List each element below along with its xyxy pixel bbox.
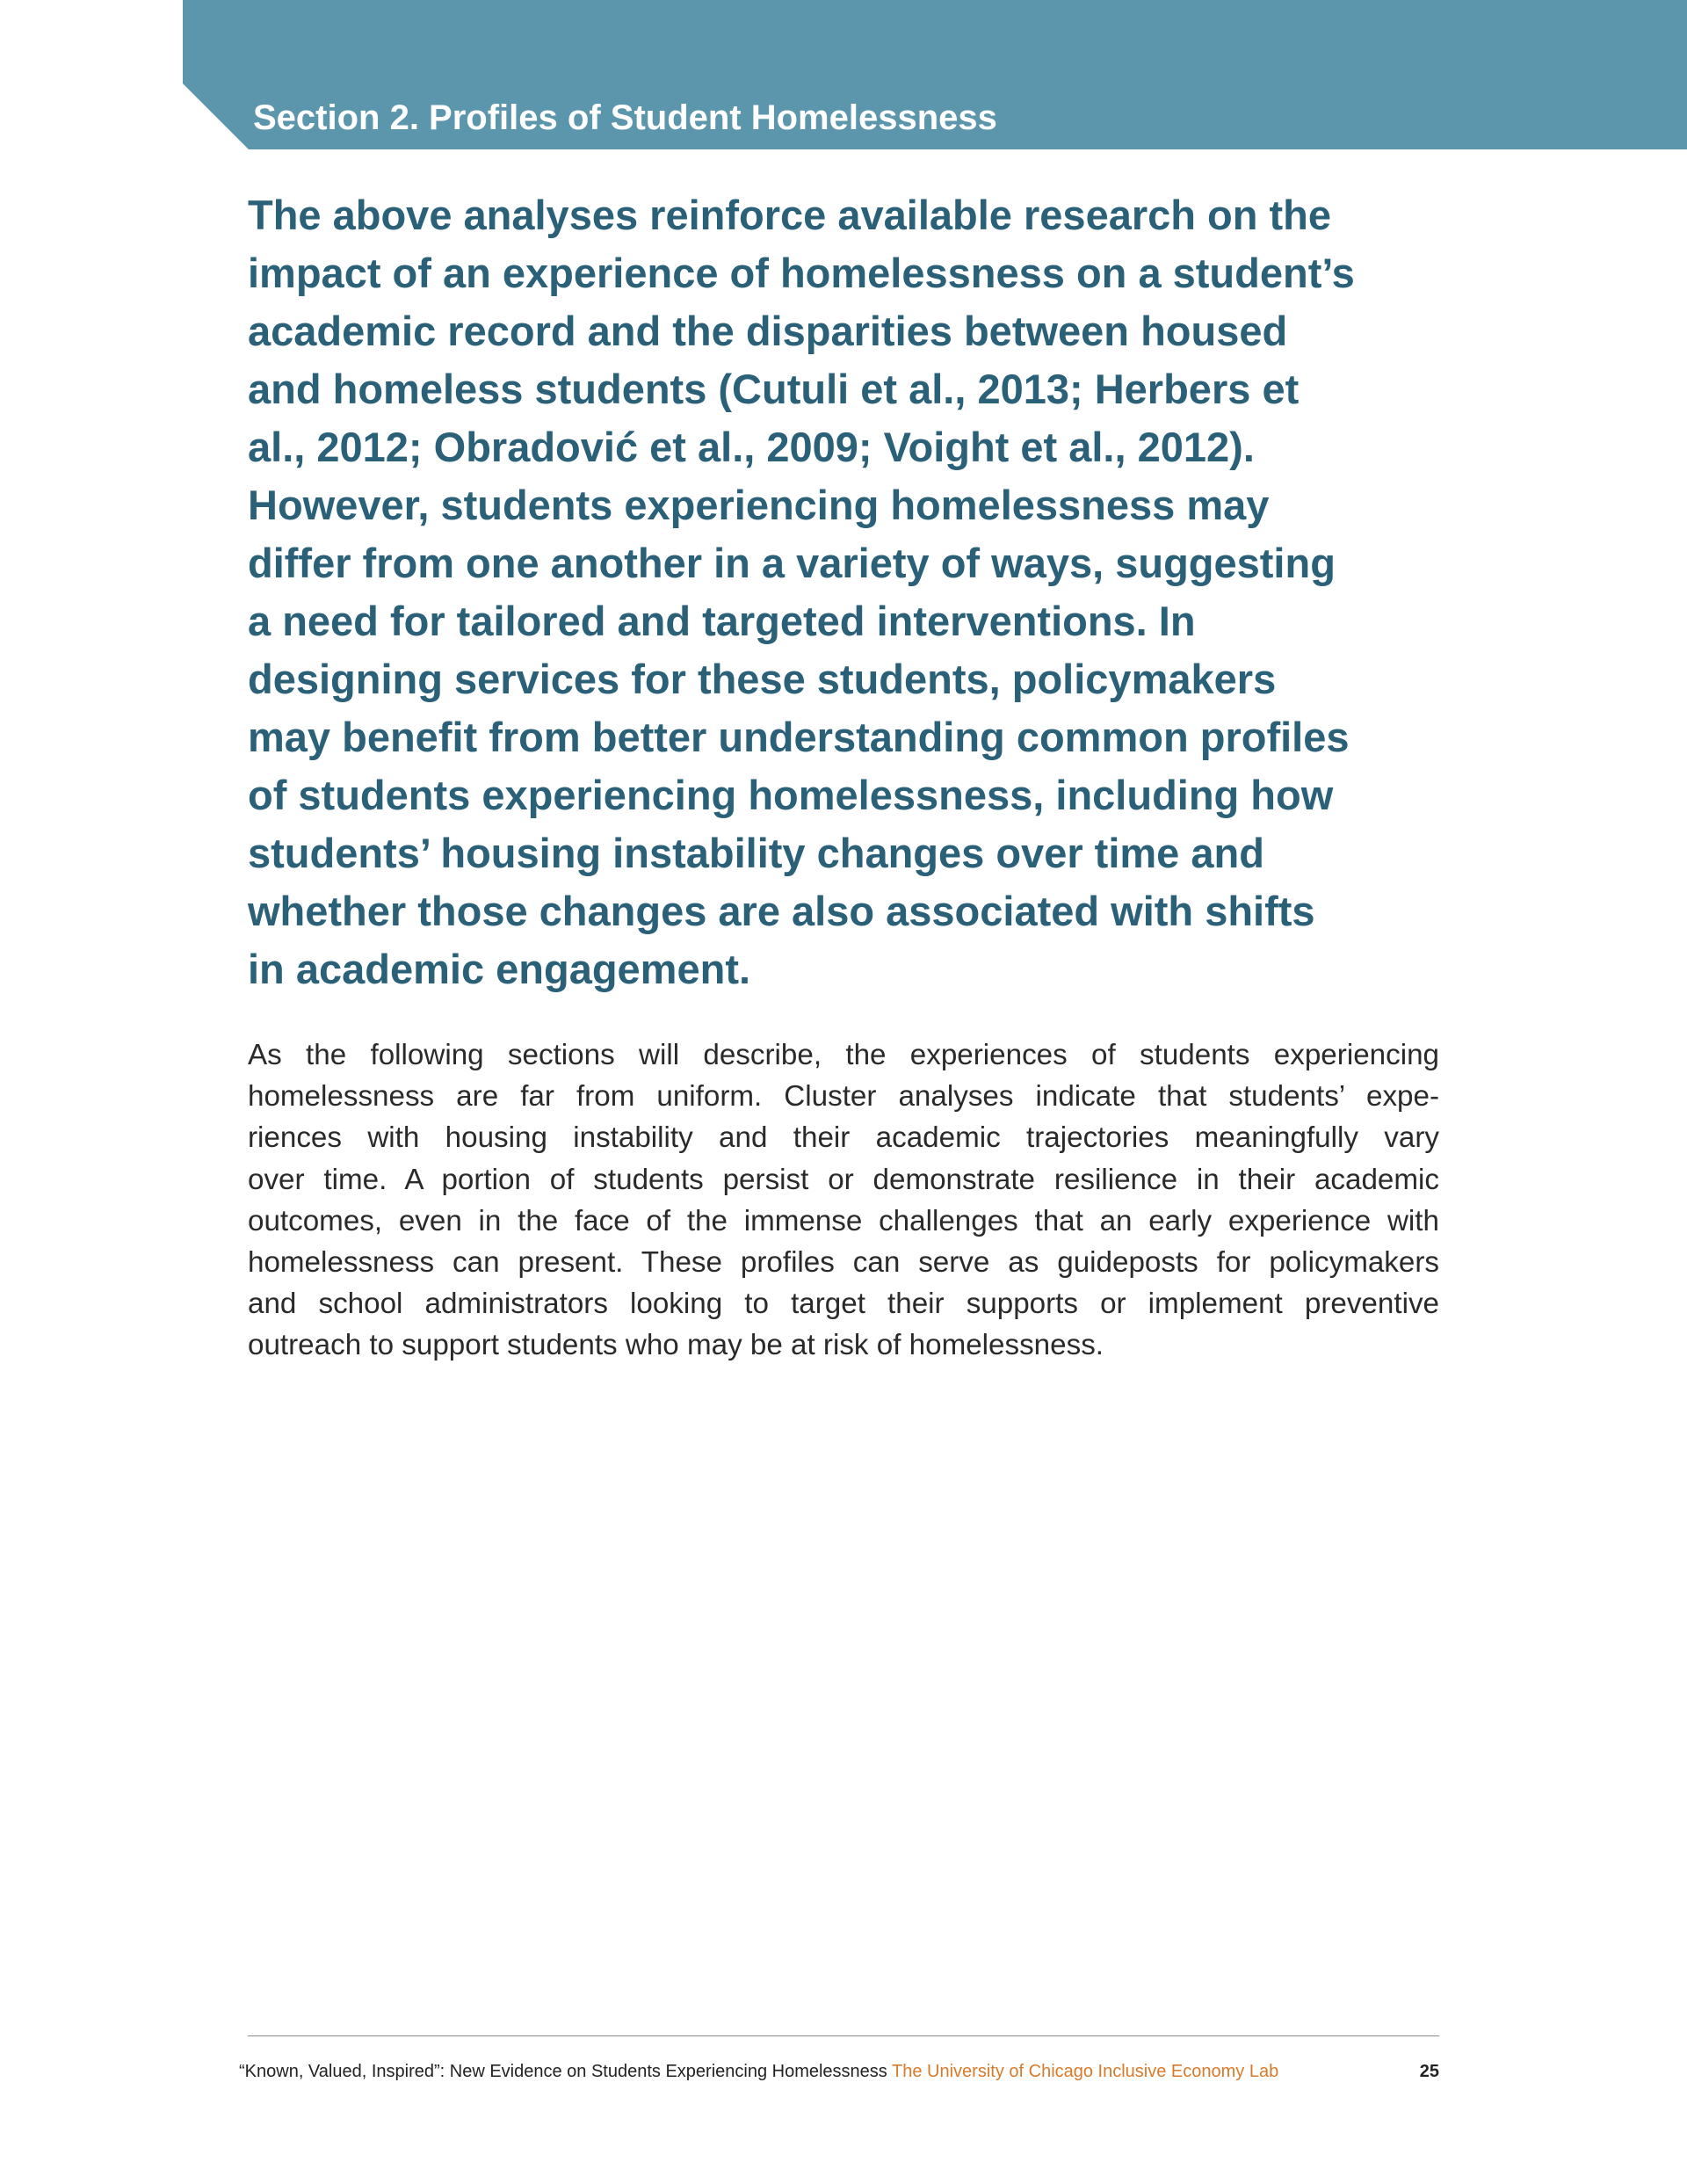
- body-line: riences with housing instability and their academic trajectories meaningfully vary: [248, 1121, 1439, 1155]
- body-line: homelessness can present. These profiles can serve as guideposts for policymakers: [248, 1246, 1439, 1280]
- body-line: over time. A portion of students persist or demonstrate resilience in their academic: [248, 1163, 1439, 1196]
- footer-report-title: “Known, Valued, Inspired”: New Evidence on Students Experiencing Homelessness: [239, 2062, 887, 2081]
- body-line: and school administrators looking to target their supports or implement preventive: [248, 1288, 1439, 1321]
- footer-divider: [248, 2035, 1439, 2036]
- lead-line: academic record and the disparities between housed: [248, 308, 1288, 354]
- body-paragraph: [248, 1034, 1439, 1367]
- lead-line: The above analyses reinforce available research on the: [248, 192, 1332, 238]
- page-footer: [239, 2059, 1439, 2084]
- lead-line: designing services for these students, policymakers: [248, 656, 1277, 702]
- lead-line: students’ housing instability changes over time and: [248, 830, 1264, 876]
- lead-line: al., 2012; Obradović et al., 2009; Voight et al., 2012).: [248, 424, 1255, 470]
- lead-line: in academic engagement.: [248, 946, 751, 992]
- lead-line: of students experiencing homelessness, including how: [248, 772, 1334, 818]
- page-number: 25: [1419, 2062, 1439, 2081]
- lead-line: a need for tailored and targeted interventions. In: [248, 598, 1196, 644]
- body-line: outreach to support students who may be at risk of homelessness.: [248, 1329, 1104, 1362]
- footer-publisher: The University of Chicago Inclusive Economy Lab: [892, 2062, 1279, 2081]
- lead-line: differ from one another in a variety of ways, suggesting: [248, 540, 1336, 586]
- section-title: Section 2. Profiles of Student Homelessness: [253, 98, 997, 137]
- lead-paragraph: [248, 186, 1478, 998]
- lead-line: impact of an experience of homelessness on a student’s: [248, 250, 1355, 296]
- lead-line: whether those changes are also associated with shifts: [248, 888, 1315, 934]
- lead-line: and homeless students (Cutuli et al., 2013; Herbers et: [248, 366, 1300, 412]
- body-line: homelessness are far from uniform. Cluster analyses indicate that students’ expe-: [248, 1080, 1439, 1114]
- lead-line: may benefit from better understanding common profiles: [248, 714, 1350, 760]
- body-line: As the following sections will describe, the experiences of students experiencing: [248, 1039, 1439, 1071]
- body-line: outcomes, even in the face of the immense challenges that an early experience with: [248, 1204, 1439, 1237]
- lead-line: However, students experiencing homelessness may: [248, 482, 1270, 528]
